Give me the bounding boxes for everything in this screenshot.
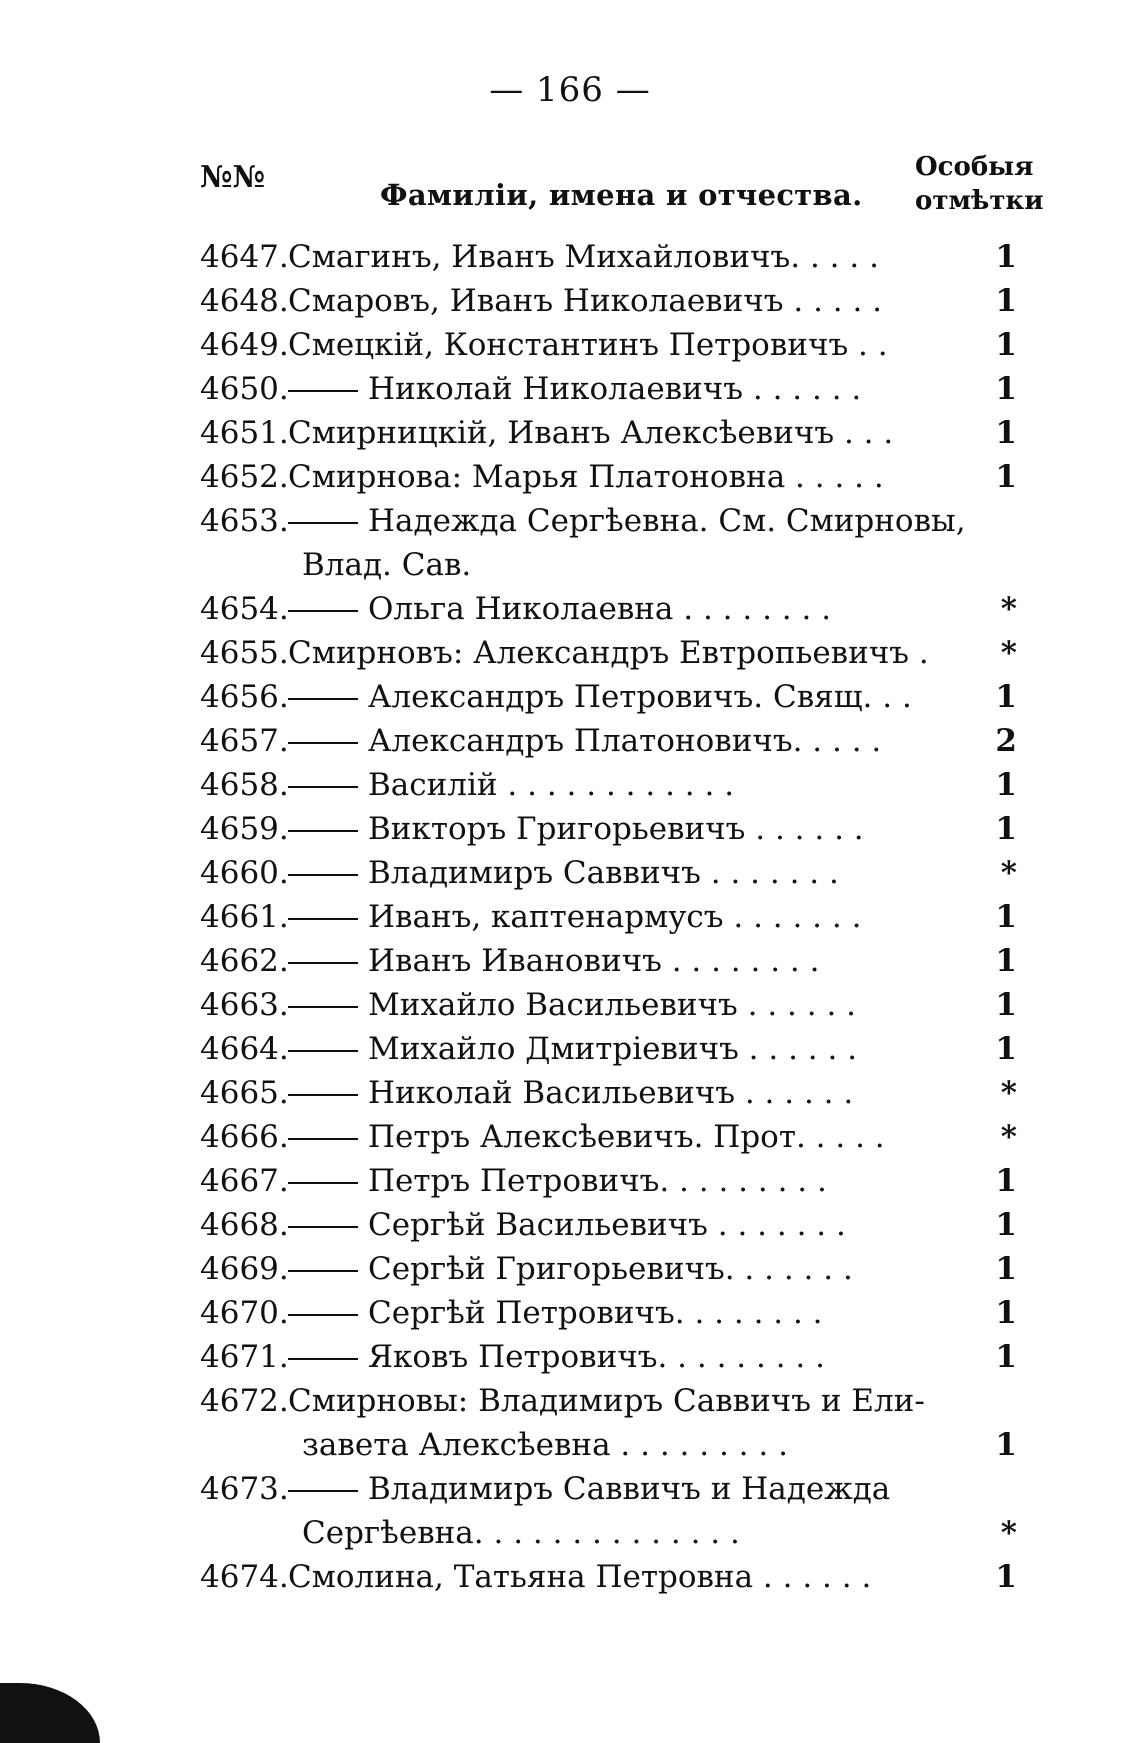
list-item <box>200 763 1025 807</box>
ditto-dash <box>288 390 358 392</box>
entry-mark: 1 <box>995 679 1017 715</box>
entry-name-dashed <box>288 367 968 411</box>
entry-mark: 1 <box>995 283 1017 319</box>
entry-number: 4661. <box>200 899 289 935</box>
entry-number: 4647. <box>200 239 289 275</box>
entry-name: Ольга Николаевна . . . . . . . . <box>368 591 832 627</box>
list-item <box>200 1203 1025 1247</box>
entry-mark: 1 <box>995 987 1017 1023</box>
entry-name: Смагинъ, Иванъ Михайловичъ. . . . . <box>288 239 879 275</box>
entry-mark: 1 <box>995 1295 1017 1331</box>
header-number-label: №№ <box>200 160 266 195</box>
entry-name-dashed <box>288 1071 968 1115</box>
list-item <box>200 1027 1025 1071</box>
entry-name: Викторъ Григорьевичъ . . . . . . <box>368 811 864 847</box>
entry-name: Владимиръ Саввичъ и Надежда <box>368 1471 891 1507</box>
entry-mark: * <box>1000 635 1017 671</box>
ditto-dash <box>288 918 358 920</box>
entry-number: 4662. <box>200 943 289 979</box>
entry-name: Яковъ Петровичъ. . . . . . . . . <box>368 1339 825 1375</box>
entry-mark: 1 <box>995 899 1017 935</box>
entry-number: 4665. <box>200 1075 289 1111</box>
scan-ink-blot <box>0 1683 100 1743</box>
entry-name-continuation: Сергѣевна. . . . . . . . . . . . . . <box>302 1515 740 1551</box>
entry-name: Николай Васильевичъ . . . . . . <box>368 1075 854 1111</box>
list-item <box>200 1291 1025 1335</box>
list-item <box>200 895 1025 939</box>
entry-number: 4663. <box>200 987 289 1023</box>
entry-number: 4666. <box>200 1119 289 1155</box>
ditto-dash <box>288 1050 358 1052</box>
entry-name-dashed <box>288 1335 968 1379</box>
entry-name: Петръ Петровичъ. . . . . . . . . <box>368 1163 827 1199</box>
entry-name: Сергѣй Васильевичъ . . . . . . . <box>368 1207 846 1243</box>
entry-mark: 1 <box>995 239 1017 275</box>
entry-name-dashed <box>288 1115 968 1159</box>
header-marks-label <box>915 150 1044 218</box>
entry-mark: 1 <box>995 1031 1017 1067</box>
entry-name: Смолина, Татьяна Петровна . . . . . . <box>288 1559 872 1595</box>
entry-name: Иванъ, каптенармусъ . . . . . . . <box>368 899 862 935</box>
entry-name-dashed <box>288 851 968 895</box>
list-item <box>200 367 1025 411</box>
ditto-dash <box>288 698 358 700</box>
entry-number: 4657. <box>200 723 289 759</box>
ditto-dash <box>288 742 358 744</box>
list-item <box>200 499 1025 587</box>
entry-number: 4653. <box>200 503 289 539</box>
entry-name-dashed <box>288 1467 968 1555</box>
entry-name: Сергѣй Петровичъ. . . . . . . . <box>368 1295 823 1331</box>
entry-mark: * <box>1000 1515 1017 1551</box>
header-marks-line2: отмѣтки <box>915 186 1044 216</box>
list-item <box>200 631 1025 675</box>
entry-mark: 1 <box>995 811 1017 847</box>
entry-mark: 1 <box>995 1251 1017 1287</box>
entry-list <box>200 235 1025 1599</box>
ditto-dash <box>288 522 358 524</box>
entry-name-dashed <box>288 939 968 983</box>
entry-mark: 1 <box>995 1559 1017 1595</box>
entry-name-dashed <box>288 807 968 851</box>
list-item <box>200 279 1025 323</box>
entry-number: 4648. <box>200 283 289 319</box>
column-header <box>200 150 1044 230</box>
entry-mark: 1 <box>995 767 1017 803</box>
entry-number: 4659. <box>200 811 289 847</box>
entry-mark: 1 <box>995 1339 1017 1375</box>
list-item <box>200 411 1025 455</box>
header-names-label: Фамиліи, имена и отчества. <box>380 178 863 212</box>
header-marks-line1: Особыя <box>915 152 1034 182</box>
entry-name: Владимиръ Саввичъ . . . . . . . <box>368 855 839 891</box>
entry-name-continuation: завета Алексѣевна . . . . . . . . . <box>302 1427 788 1463</box>
entry-mark: 2 <box>995 723 1017 759</box>
entry-name-dashed <box>288 1247 968 1291</box>
ditto-dash <box>288 1006 358 1008</box>
entry-number: 4668. <box>200 1207 289 1243</box>
entry-name-dashed <box>288 1291 968 1335</box>
ditto-dash <box>288 1182 358 1184</box>
ditto-dash <box>288 1094 358 1096</box>
entry-name-dashed <box>288 895 968 939</box>
entry-mark: 1 <box>995 1163 1017 1199</box>
list-item <box>200 851 1025 895</box>
entry-number: 4656. <box>200 679 289 715</box>
entry-name: Смирновъ: Александръ Евтропьевичъ . <box>288 635 929 671</box>
entry-name: Смирновы: Владимиръ Саввичъ и Ели- <box>288 1383 925 1419</box>
list-item <box>200 1115 1025 1159</box>
entry-number: 4658. <box>200 767 289 803</box>
entry-mark: 1 <box>995 415 1017 451</box>
entry-name: Николай Николаевичъ . . . . . . <box>368 371 862 407</box>
entry-number: 4651. <box>200 415 289 451</box>
entry-name-dashed <box>288 719 968 763</box>
entry-mark: * <box>1000 1075 1017 1111</box>
entry-number: 4673. <box>200 1471 289 1507</box>
list-item <box>200 719 1025 763</box>
entry-name: Смаровъ, Иванъ Николаевичъ . . . . . <box>288 283 883 319</box>
entry-name-dashed <box>288 1027 968 1071</box>
entry-name-dashed <box>288 587 968 631</box>
entry-name-dashed <box>288 499 968 587</box>
ditto-dash <box>288 1314 358 1316</box>
ditto-dash <box>288 1270 358 1272</box>
list-item <box>200 1071 1025 1115</box>
entry-number: 4669. <box>200 1251 289 1287</box>
list-item <box>200 587 1025 631</box>
entry-name-block <box>288 1379 968 1467</box>
list-item <box>200 1335 1025 1379</box>
entry-name: Василій . . . . . . . . . . . . <box>368 767 735 803</box>
list-item <box>200 1555 1025 1599</box>
ditto-dash <box>288 830 358 832</box>
entry-mark: 1 <box>995 1207 1017 1243</box>
entry-number: 4660. <box>200 855 289 891</box>
list-item <box>200 807 1025 851</box>
entry-name: Сергѣй Григорьевичъ. . . . . . . <box>368 1251 853 1287</box>
ditto-dash <box>288 874 358 876</box>
list-item <box>200 1159 1025 1203</box>
entry-number: 4652. <box>200 459 289 495</box>
entry-name: Смирницкій, Иванъ Алексѣевичъ . . . <box>288 415 894 451</box>
entry-number: 4670. <box>200 1295 289 1331</box>
entry-mark: * <box>1000 855 1017 891</box>
ditto-dash <box>288 1226 358 1228</box>
entry-name: Смецкій, Константинъ Петровичъ . . <box>288 327 888 363</box>
entry-number: 4671. <box>200 1339 289 1375</box>
entry-number: 4654. <box>200 591 289 627</box>
entry-name: Иванъ Ивановичъ . . . . . . . . <box>368 943 820 979</box>
entry-number: 4664. <box>200 1031 289 1067</box>
list-item <box>200 1379 1025 1467</box>
entry-number: 4672. <box>200 1383 289 1419</box>
ditto-dash <box>288 962 358 964</box>
entry-name-dashed <box>288 1203 968 1247</box>
entry-name-dashed <box>288 1159 968 1203</box>
entry-number: 4667. <box>200 1163 289 1199</box>
list-item <box>200 323 1025 367</box>
entry-number: 4655. <box>200 635 289 671</box>
entry-name: Александръ Петровичъ. Свящ. . . <box>368 679 912 715</box>
entry-name: Михайло Васильевичъ . . . . . . <box>368 987 857 1023</box>
entry-mark: 1 <box>995 943 1017 979</box>
entry-mark: * <box>1000 1119 1017 1155</box>
ditto-dash <box>288 786 358 788</box>
ditto-dash <box>288 1138 358 1140</box>
page-number: — 166 — <box>489 70 651 110</box>
ditto-dash <box>288 610 358 612</box>
entry-mark: 1 <box>995 327 1017 363</box>
entry-number: 4674. <box>200 1559 289 1595</box>
entry-number: 4649. <box>200 327 289 363</box>
entry-mark: 1 <box>995 1427 1017 1463</box>
list-item <box>200 675 1025 719</box>
entry-name: Петръ Алексѣевичъ. Прот. . . . . <box>368 1119 885 1155</box>
entry-name: Александръ Платоновичъ. . . . . <box>368 723 882 759</box>
list-item <box>200 939 1025 983</box>
list-item <box>200 983 1025 1027</box>
entry-name-dashed <box>288 763 968 807</box>
list-item <box>200 1467 1025 1555</box>
entry-mark: 1 <box>995 371 1017 407</box>
entry-number: 4650. <box>200 371 289 407</box>
entry-name-continuation: Влад. Сав. <box>302 547 472 583</box>
list-item <box>200 235 1025 279</box>
entry-name: Смирнова: Марья Платоновна . . . . . <box>288 459 884 495</box>
entry-name-dashed <box>288 675 968 719</box>
ditto-dash <box>288 1490 358 1492</box>
list-item <box>200 455 1025 499</box>
entry-mark: 1 <box>995 459 1017 495</box>
entry-mark: * <box>1000 591 1017 627</box>
list-item <box>200 1247 1025 1291</box>
entry-name: Михайло Дмитріевичъ . . . . . . <box>368 1031 858 1067</box>
entry-name: Надежда Сергѣевна. См. Смирновы, <box>368 503 966 539</box>
ditto-dash <box>288 1358 358 1360</box>
entry-name-dashed <box>288 983 968 1027</box>
